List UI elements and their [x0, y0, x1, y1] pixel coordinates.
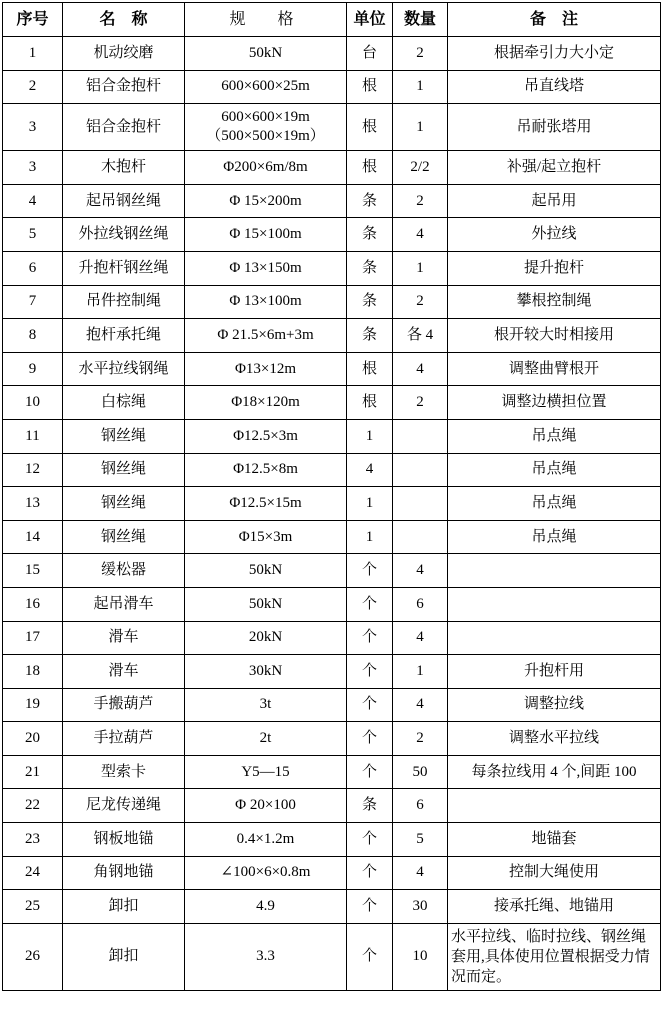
cell-unit: 个	[347, 890, 393, 924]
cell-qty: 4	[393, 218, 448, 252]
cell-spec: 2t	[185, 722, 347, 756]
table-row	[3, 386, 661, 420]
cell-spec-line: （500×500×19m）	[206, 128, 325, 145]
cell-unit: 个	[347, 722, 393, 756]
cell-spec: Φ12.5×8m	[185, 453, 347, 487]
cell-note: 接承托绳、地锚用	[448, 890, 661, 924]
cell-no: 5	[3, 218, 63, 252]
table-row	[3, 151, 661, 185]
cell-name: 钢丝绳	[63, 487, 185, 521]
header-note: 备 注	[448, 3, 661, 37]
cell-spec-line: 600×600×19m	[221, 109, 310, 126]
cell-qty	[393, 453, 448, 487]
cell-qty: 1	[393, 655, 448, 689]
header-no: 序号	[3, 3, 63, 37]
cell-spec: 4.9	[185, 890, 347, 924]
cell-unit: 个	[347, 587, 393, 621]
cell-no: 22	[3, 789, 63, 823]
cell-unit: 个	[347, 755, 393, 789]
cell-name: 升抱杆钢丝绳	[63, 251, 185, 285]
cell-unit: 1	[347, 487, 393, 521]
table-row	[3, 184, 661, 218]
cell-unit: 根	[347, 104, 393, 151]
cell-qty: 4	[393, 554, 448, 588]
cell-unit: 条	[347, 251, 393, 285]
table-row	[3, 823, 661, 857]
cell-note: 外拉线	[448, 218, 661, 252]
cell-qty: 2	[393, 184, 448, 218]
cell-note: 地锚套	[448, 823, 661, 857]
table-row	[3, 218, 661, 252]
cell-note: 吊点绳	[448, 453, 661, 487]
cell-note: 控制大绳使用	[448, 856, 661, 890]
cell-name: 抱杆承托绳	[63, 319, 185, 353]
cell-note: 根开较大时相接用	[448, 319, 661, 353]
cell-name: 手搬葫芦	[63, 688, 185, 722]
cell-spec: ∠100×6×0.8m	[185, 856, 347, 890]
cell-note: 每条拉线用 4 个,间距 100	[448, 755, 661, 789]
cell-no: 24	[3, 856, 63, 890]
header-spec: 规 格	[185, 3, 347, 37]
cell-note: 调整拉线	[448, 688, 661, 722]
table-row	[3, 688, 661, 722]
cell-note: 根据牵引力大小定	[448, 37, 661, 71]
cell-name: 铝合金抱杆	[63, 70, 185, 104]
cell-unit: 个	[347, 554, 393, 588]
header-row	[3, 3, 661, 37]
table-row	[3, 587, 661, 621]
cell-spec: 20kN	[185, 621, 347, 655]
cell-qty: 1	[393, 104, 448, 151]
cell-no: 1	[3, 37, 63, 71]
header-unit: 单位	[347, 3, 393, 37]
cell-name: 起吊滑车	[63, 587, 185, 621]
cell-qty: 50	[393, 755, 448, 789]
cell-unit: 1	[347, 419, 393, 453]
cell-qty: 2	[393, 285, 448, 319]
cell-spec: Φ12.5×3m	[185, 419, 347, 453]
table-row	[3, 554, 661, 588]
cell-name: 型索卡	[63, 755, 185, 789]
cell-name: 钢板地锚	[63, 823, 185, 857]
cell-note: 水平拉线、临时拉线、钢丝绳套用,具体使用位置根据受力情况而定。	[448, 923, 661, 990]
table-row	[3, 755, 661, 789]
table-row	[3, 621, 661, 655]
cell-note	[448, 789, 661, 823]
cell-note: 调整曲臂根开	[448, 352, 661, 386]
cell-no: 12	[3, 453, 63, 487]
cell-no: 23	[3, 823, 63, 857]
cell-qty: 各 4	[393, 319, 448, 353]
table-body	[3, 37, 661, 991]
cell-name: 卸扣	[63, 890, 185, 924]
cell-no: 26	[3, 923, 63, 990]
cell-qty: 4	[393, 856, 448, 890]
cell-spec: 50kN	[185, 37, 347, 71]
cell-spec: Φ 13×100m	[185, 285, 347, 319]
cell-spec: 3.3	[185, 923, 347, 990]
cell-name: 铝合金抱杆	[63, 104, 185, 151]
cell-note: 吊直线塔	[448, 70, 661, 104]
cell-unit: 条	[347, 285, 393, 319]
table-row	[3, 789, 661, 823]
cell-name: 白棕绳	[63, 386, 185, 420]
header-qty: 数量	[393, 3, 448, 37]
cell-no: 9	[3, 352, 63, 386]
cell-name: 起吊钢丝绳	[63, 184, 185, 218]
cell-qty: 2	[393, 386, 448, 420]
cell-unit: 根	[347, 352, 393, 386]
cell-no: 7	[3, 285, 63, 319]
cell-spec: Φ15×3m	[185, 520, 347, 554]
cell-name: 手拉葫芦	[63, 722, 185, 756]
cell-name: 角钢地锚	[63, 856, 185, 890]
cell-name: 缓松器	[63, 554, 185, 588]
table-row	[3, 319, 661, 353]
cell-no: 2	[3, 70, 63, 104]
cell-no: 4	[3, 184, 63, 218]
cell-qty: 2	[393, 722, 448, 756]
table-row	[3, 856, 661, 890]
cell-note: 起吊用	[448, 184, 661, 218]
cell-name: 钢丝绳	[63, 520, 185, 554]
cell-unit: 根	[347, 151, 393, 185]
cell-name: 钢丝绳	[63, 453, 185, 487]
cell-name: 吊件控制绳	[63, 285, 185, 319]
cell-no: 17	[3, 621, 63, 655]
cell-name: 滑车	[63, 655, 185, 689]
cell-no: 8	[3, 319, 63, 353]
cell-unit: 个	[347, 856, 393, 890]
cell-note: 升抱杆用	[448, 655, 661, 689]
cell-no: 3	[3, 151, 63, 185]
cell-note: 调整边横担位置	[448, 386, 661, 420]
cell-no: 14	[3, 520, 63, 554]
cell-note: 调整水平拉线	[448, 722, 661, 756]
cell-no: 19	[3, 688, 63, 722]
table-row	[3, 923, 661, 990]
cell-unit: 条	[347, 319, 393, 353]
cell-qty: 2	[393, 37, 448, 71]
equipment-table	[2, 2, 661, 991]
cell-spec	[185, 104, 347, 151]
cell-unit: 条	[347, 789, 393, 823]
cell-unit: 根	[347, 70, 393, 104]
cell-no: 13	[3, 487, 63, 521]
cell-note: 吊点绳	[448, 520, 661, 554]
table-row	[3, 453, 661, 487]
cell-no: 25	[3, 890, 63, 924]
cell-name: 卸扣	[63, 923, 185, 990]
cell-qty: 2/2	[393, 151, 448, 185]
cell-no: 10	[3, 386, 63, 420]
cell-qty: 4	[393, 688, 448, 722]
table-row	[3, 104, 661, 151]
cell-spec: Φ13×12m	[185, 352, 347, 386]
cell-no: 21	[3, 755, 63, 789]
cell-unit: 4	[347, 453, 393, 487]
cell-qty: 4	[393, 352, 448, 386]
cell-name: 水平拉线钢绳	[63, 352, 185, 386]
cell-unit: 条	[347, 218, 393, 252]
cell-spec: Φ 15×200m	[185, 184, 347, 218]
cell-no: 11	[3, 419, 63, 453]
cell-spec: 50kN	[185, 554, 347, 588]
cell-unit: 个	[347, 688, 393, 722]
cell-qty	[393, 419, 448, 453]
table-row	[3, 419, 661, 453]
cell-spec: 50kN	[185, 587, 347, 621]
header-name: 名 称	[63, 3, 185, 37]
cell-unit: 条	[347, 184, 393, 218]
table-row	[3, 70, 661, 104]
cell-unit: 个	[347, 655, 393, 689]
cell-note: 提升抱杆	[448, 251, 661, 285]
cell-spec: 3t	[185, 688, 347, 722]
cell-note	[448, 554, 661, 588]
cell-spec: Φ12.5×15m	[185, 487, 347, 521]
table-row	[3, 251, 661, 285]
cell-note: 攀根控制绳	[448, 285, 661, 319]
cell-qty: 6	[393, 587, 448, 621]
cell-note	[448, 587, 661, 621]
cell-qty: 1	[393, 70, 448, 104]
cell-unit: 台	[347, 37, 393, 71]
cell-spec: Φ18×120m	[185, 386, 347, 420]
cell-qty: 1	[393, 251, 448, 285]
cell-qty: 4	[393, 621, 448, 655]
cell-unit: 个	[347, 923, 393, 990]
cell-unit: 个	[347, 823, 393, 857]
cell-qty: 10	[393, 923, 448, 990]
cell-spec: 0.4×1.2m	[185, 823, 347, 857]
cell-name: 外拉线钢丝绳	[63, 218, 185, 252]
cell-qty	[393, 520, 448, 554]
cell-name: 钢丝绳	[63, 419, 185, 453]
cell-note: 吊点绳	[448, 419, 661, 453]
cell-name: 木抱杆	[63, 151, 185, 185]
cell-qty: 6	[393, 789, 448, 823]
table-row	[3, 37, 661, 71]
cell-spec: Φ 15×100m	[185, 218, 347, 252]
table-row	[3, 520, 661, 554]
table-row	[3, 890, 661, 924]
cell-spec: Φ 20×100	[185, 789, 347, 823]
table-row	[3, 285, 661, 319]
cell-spec: Φ 21.5×6m+3m	[185, 319, 347, 353]
cell-no: 20	[3, 722, 63, 756]
cell-name: 滑车	[63, 621, 185, 655]
cell-note: 吊点绳	[448, 487, 661, 521]
cell-qty: 5	[393, 823, 448, 857]
cell-spec: Φ 13×150m	[185, 251, 347, 285]
cell-name: 尼龙传递绳	[63, 789, 185, 823]
cell-name: 机动绞磨	[63, 37, 185, 71]
cell-qty	[393, 487, 448, 521]
cell-spec: Y5—15	[185, 755, 347, 789]
cell-no: 16	[3, 587, 63, 621]
table-row	[3, 487, 661, 521]
cell-no: 18	[3, 655, 63, 689]
cell-unit: 个	[347, 621, 393, 655]
cell-no: 15	[3, 554, 63, 588]
cell-spec: 600×600×25m	[185, 70, 347, 104]
cell-unit: 根	[347, 386, 393, 420]
cell-no: 6	[3, 251, 63, 285]
table-row	[3, 722, 661, 756]
cell-spec: Φ200×6m/8m	[185, 151, 347, 185]
cell-note: 补强/起立抱杆	[448, 151, 661, 185]
cell-unit: 1	[347, 520, 393, 554]
cell-note: 吊耐张塔用	[448, 104, 661, 151]
cell-qty: 30	[393, 890, 448, 924]
cell-no: 3	[3, 104, 63, 151]
table-row	[3, 352, 661, 386]
cell-note	[448, 621, 661, 655]
cell-spec: 30kN	[185, 655, 347, 689]
table-row	[3, 655, 661, 689]
